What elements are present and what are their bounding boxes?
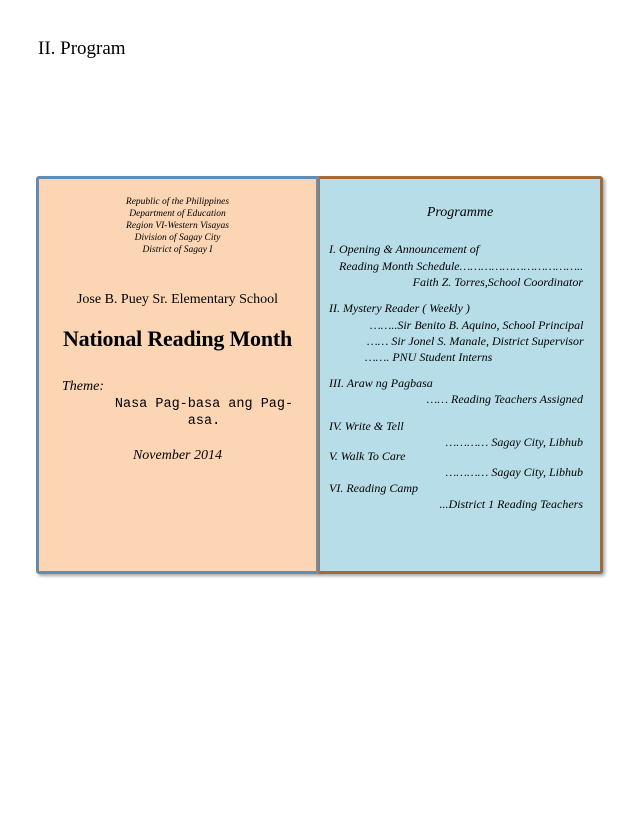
theme-label: Theme: — [62, 379, 104, 394]
programme-item: II. Mystery Reader ( Weekly ) — [329, 301, 470, 315]
programme-item: V. Walk To Care — [329, 449, 406, 463]
programme-item: …… Reading Teachers Assigned — [426, 392, 583, 406]
fold-divider — [316, 176, 320, 574]
programme-item: ………… Sagay City, Libhub — [445, 435, 583, 449]
event-date: November 2014 — [132, 448, 223, 463]
cover-panel — [36, 176, 319, 574]
header-line: District of Sagay I — [142, 245, 213, 255]
programme-item: III. Araw ng Pagbasa — [329, 376, 433, 390]
event-title: National Reading Month — [62, 326, 293, 351]
programme-item: I. Opening & Announcement of — [329, 242, 480, 256]
header-line: Division of Sagay City — [134, 233, 221, 243]
programme-title: Programme — [426, 205, 494, 220]
theme-text: Nasa Pag-basa ang Pag-asa. — [114, 397, 294, 429]
header-line: Republic of the Philippines — [125, 197, 230, 207]
programme-item: IV. Write & Tell — [329, 419, 404, 433]
department-header — [39, 196, 316, 256]
section-heading: II. Program — [38, 38, 126, 59]
programme-item: ...District 1 Reading Teachers — [439, 497, 583, 511]
programme-panel — [317, 176, 603, 574]
header-line: Department of Education — [129, 209, 226, 219]
programme-item: Faith Z. Torres,School Coordinator — [412, 275, 583, 289]
school-name: Jose B. Puey Sr. Elementary School — [76, 292, 279, 307]
header-line: Region VI-Western Visayas — [126, 221, 229, 231]
programme-item: ……. PNU Student Interns — [365, 350, 493, 364]
programme-item: VI. Reading Camp — [329, 481, 418, 495]
programme-item: ……..Sir Benito B. Aquino, School Principal — [370, 318, 584, 332]
programme-item: …… Sir Jonel S. Manale, District Supervisor — [367, 334, 584, 348]
programme-item: Reading Month Schedule…………………………….. — [339, 259, 584, 273]
programme-item: ………… Sagay City, Libhub — [445, 465, 583, 479]
